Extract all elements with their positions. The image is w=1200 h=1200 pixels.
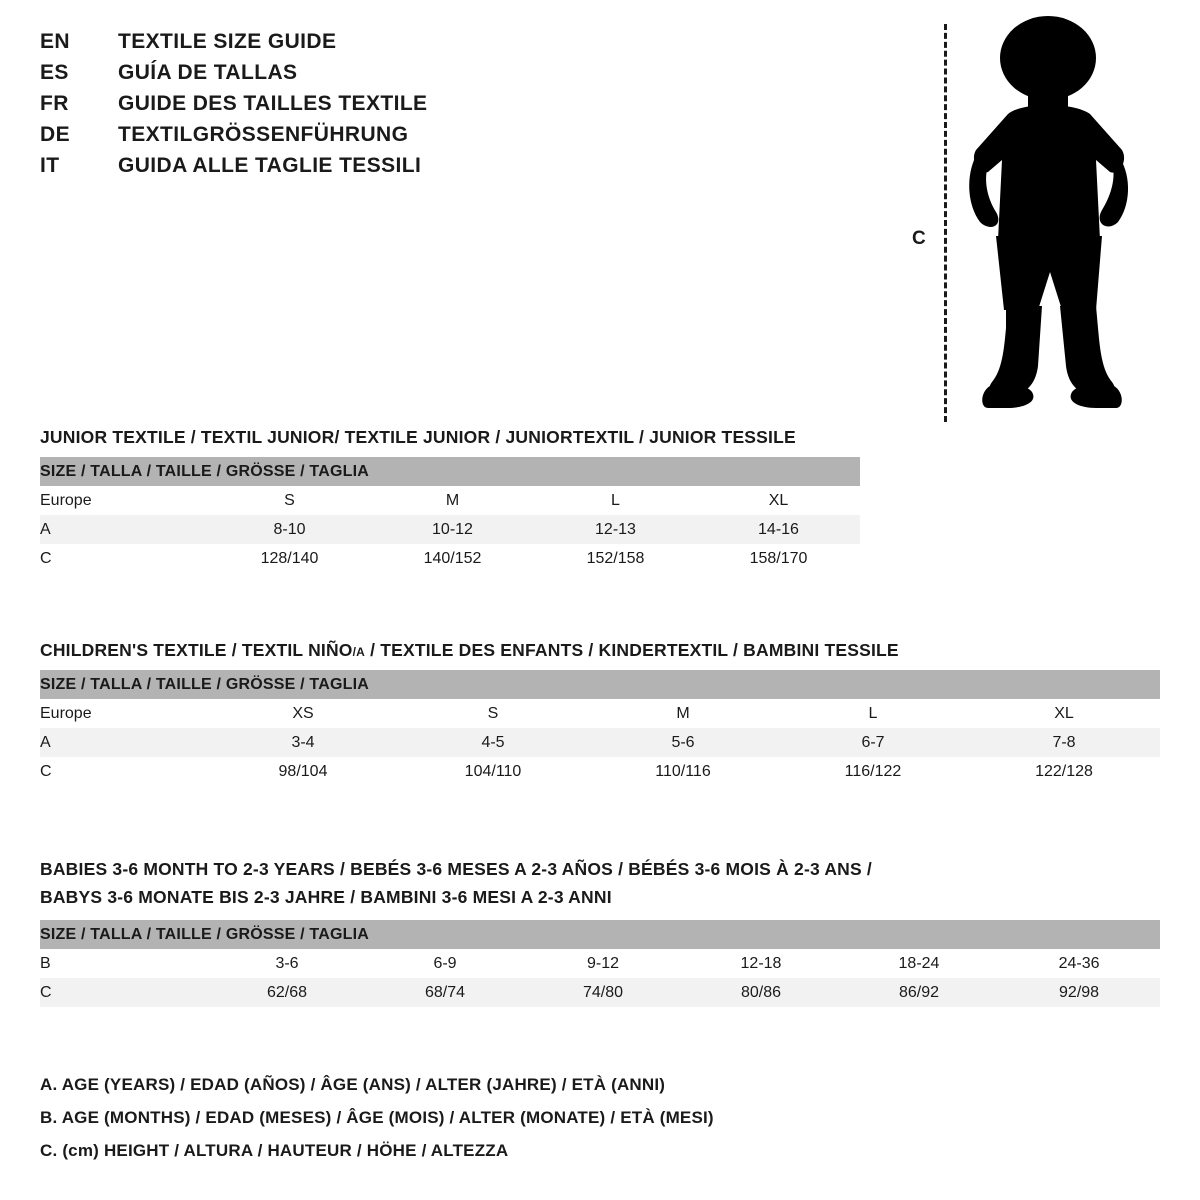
babies-size-table: [40, 920, 1160, 1007]
table-cell: 116/122: [778, 757, 968, 786]
height-figure: [900, 10, 1150, 430]
language-title: GUIDE DES TAILLES TEXTILE: [118, 92, 428, 115]
table-band-row: [40, 670, 1160, 699]
table-cell: 12-18: [682, 949, 840, 978]
table-cell: 104/110: [398, 757, 588, 786]
table-cell: L: [534, 486, 697, 515]
table-cell: XL: [968, 699, 1160, 728]
table-cell: 140/152: [371, 544, 534, 573]
table-row: [40, 544, 860, 573]
table-row: [40, 949, 1160, 978]
section-title: JUNIOR TEXTILE / TEXTIL JUNIOR/ TEXTILE JUNIOR / JUNIORTEXTIL / JUNIOR TESSILE: [40, 427, 796, 447]
table-cell: 86/92: [840, 978, 998, 1007]
language-row: [40, 30, 600, 61]
row-label: Europe: [40, 699, 208, 728]
table-row: [40, 515, 860, 544]
measure-label-c: C: [912, 228, 926, 249]
table-cell: 122/128: [968, 757, 1160, 786]
row-label: A: [40, 515, 208, 544]
table-cell: 10-12: [371, 515, 534, 544]
childrens-size-table: [40, 670, 1160, 786]
table-cell: 80/86: [682, 978, 840, 1007]
language-title: GUIDA ALLE TAGLIE TESSILI: [118, 154, 422, 177]
table-cell: 6-9: [366, 949, 524, 978]
section-title: [40, 855, 1160, 911]
row-label: C: [40, 978, 208, 1007]
table-cell: 4-5: [398, 728, 588, 757]
table-cell: 24-36: [998, 949, 1160, 978]
table-row: [40, 699, 1160, 728]
legend-line-c: C. (cm) HEIGHT / ALTURA / HAUTEUR / HÖHE / ALTEZZA: [40, 1141, 509, 1160]
band-label: SIZE / TALLA / TAILLE / GRÖSSE / TAGLIA: [40, 920, 1160, 949]
child-silhouette-icon: [950, 10, 1150, 430]
section-title-pre: CHILDREN'S TEXTILE / TEXTIL NIÑO: [40, 640, 353, 660]
table-cell: 14-16: [697, 515, 860, 544]
section-title-post: / TEXTILE DES ENFANTS / KINDERTEXTIL / BAMBINI TESSILE: [365, 640, 899, 660]
table-band-row: [40, 920, 1160, 949]
table-cell: 92/98: [998, 978, 1160, 1007]
language-row: [40, 154, 600, 185]
table-row: [40, 486, 860, 515]
section-title-sub: /A: [352, 645, 366, 659]
section-junior-textile: [40, 427, 1160, 573]
legend-line-b: B. AGE (MONTHS) / EDAD (MESES) / ÂGE (MOIS) / ALTER (MONATE) / ETÀ (MESI): [40, 1108, 714, 1127]
table-cell: 8-10: [208, 515, 371, 544]
table-cell: M: [371, 486, 534, 515]
table-row: [40, 728, 1160, 757]
table-cell: 158/170: [697, 544, 860, 573]
section-childrens-textile: [40, 640, 1160, 786]
language-row: [40, 61, 600, 92]
table-cell: M: [588, 699, 778, 728]
table-cell: L: [778, 699, 968, 728]
table-cell: 128/140: [208, 544, 371, 573]
table-cell: 74/80: [524, 978, 682, 1007]
row-label: Europe: [40, 486, 208, 515]
language-code: DE: [40, 123, 70, 146]
language-row: [40, 123, 600, 154]
legend: [40, 1068, 1140, 1167]
band-label: SIZE / TALLA / TAILLE / GRÖSSE / TAGLIA: [40, 457, 860, 486]
row-label: C: [40, 757, 208, 786]
table-cell: 12-13: [534, 515, 697, 544]
row-label: B: [40, 949, 208, 978]
table-cell: 7-8: [968, 728, 1160, 757]
section-title: [40, 640, 1160, 661]
table-cell: XS: [208, 699, 398, 728]
table-cell: 62/68: [208, 978, 366, 1007]
row-label: C: [40, 544, 208, 573]
band-label: SIZE / TALLA / TAILLE / GRÖSSE / TAGLIA: [40, 670, 1160, 699]
table-cell: 3-6: [208, 949, 366, 978]
language-title: TEXTILE SIZE GUIDE: [118, 30, 337, 53]
table-cell: 9-12: [524, 949, 682, 978]
table-cell: 18-24: [840, 949, 998, 978]
legend-line-a: A. AGE (YEARS) / EDAD (AÑOS) / ÂGE (ANS) / ALTER (JAHRE) / ETÀ (ANNI): [40, 1075, 666, 1094]
section-title-line2: BABYS 3-6 MONATE BIS 2-3 JAHRE / BAMBINI 3-6 MESI A 2-3 ANNI: [40, 887, 612, 907]
table-cell: 3-4: [208, 728, 398, 757]
table-row: [40, 978, 1160, 1007]
table-cell: XL: [697, 486, 860, 515]
language-code: EN: [40, 30, 70, 53]
language-row: [40, 92, 600, 123]
language-title: TEXTILGRÖSSENFÜHRUNG: [118, 123, 409, 146]
section-babies-textile: [40, 855, 1160, 1007]
language-title: GUÍA DE TALLAS: [118, 61, 298, 84]
language-header: [40, 30, 600, 185]
junior-size-table: [40, 457, 860, 573]
row-label: A: [40, 728, 208, 757]
section-title-line1: BABIES 3-6 MONTH TO 2-3 YEARS / BEBÉS 3-6 MESES A 2-3 AÑOS / BÉBÉS 3-6 MOIS À 2-3 ANS /: [40, 859, 872, 879]
table-cell: 98/104: [208, 757, 398, 786]
table-cell: S: [208, 486, 371, 515]
table-cell: 5-6: [588, 728, 778, 757]
height-measure-line-icon: [944, 24, 947, 422]
table-row: [40, 757, 1160, 786]
language-code: FR: [40, 92, 69, 115]
language-code: IT: [40, 154, 60, 177]
table-cell: S: [398, 699, 588, 728]
language-code: ES: [40, 61, 69, 84]
table-band-row: [40, 457, 860, 486]
table-cell: 152/158: [534, 544, 697, 573]
table-cell: 68/74: [366, 978, 524, 1007]
table-cell: 110/116: [588, 757, 778, 786]
table-cell: 6-7: [778, 728, 968, 757]
